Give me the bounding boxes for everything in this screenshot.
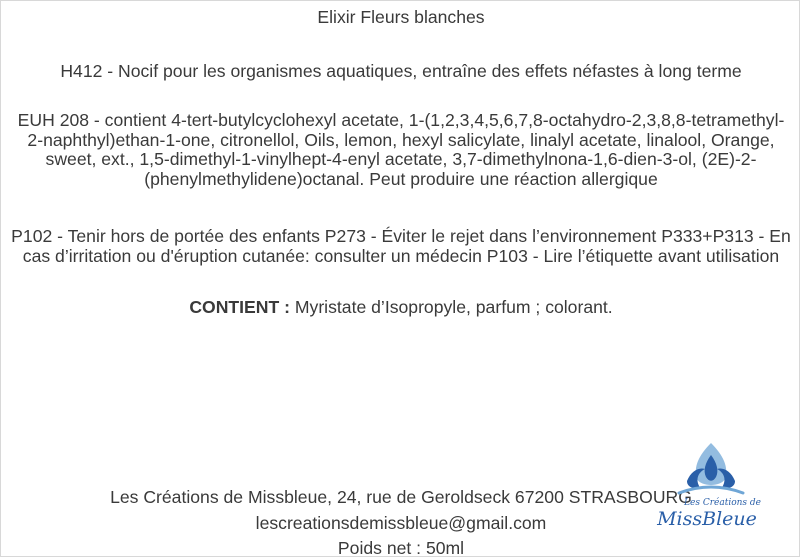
net-weight-line: Poids net : 50ml <box>337 538 465 558</box>
contents-label: CONTIENT : <box>189 297 290 317</box>
contents-line <box>11 298 791 318</box>
email-line: lescreationsdemissbleue@gmail.com <box>255 513 547 533</box>
precautionary-statements: P102 - Tenir hors de portée des enfants P273 - Éviter le rejet dans l’environnement P333+P313 - En cas d’irritation ou d'éruption cutanée: consulter un médecin P103 - Lire l’étiquette avant utilisation <box>11 226 791 266</box>
hazard-statement-euh208: EUH 208 - contient 4-tert-butylcyclohexyl acetate, 1-(1,2,3,4,5,6,7,8-octahydro-2,3,8,8-tetramethyl-2-naphthyl)ethan-1-one, citronellol, Oils, lemon, hexyl salicylate, linalyl acetate, linalool, Orange, sweet, ext., 1,5-dimethyl-1-vinylhept-4-enyl acetate, 3,7-dimethylnona-1,6-dien-3-ol, (2E)-2-(phenylmethylidene)octanal. Peut produire une réaction allergique <box>17 110 785 189</box>
contents-text: Myristate d’Isopropyle, parfum ; colorant. <box>289 297 613 317</box>
brand-logo <box>641 437 781 533</box>
product-title: Elixir Fleurs blanches <box>317 7 485 27</box>
flame-drop-icon <box>679 443 743 493</box>
logo-brand-text: MissBleue <box>657 508 757 530</box>
hazard-statement-h412: H412 - Nocif pour les organismes aquatiques, entraîne des effets néfastes à long terme <box>60 61 742 81</box>
address-line: Les Créations de Missbleue, 24, rue de Geroldseck 67200 STRASBOURG <box>110 487 692 507</box>
logo-script-text: Les Créations de <box>684 498 761 508</box>
